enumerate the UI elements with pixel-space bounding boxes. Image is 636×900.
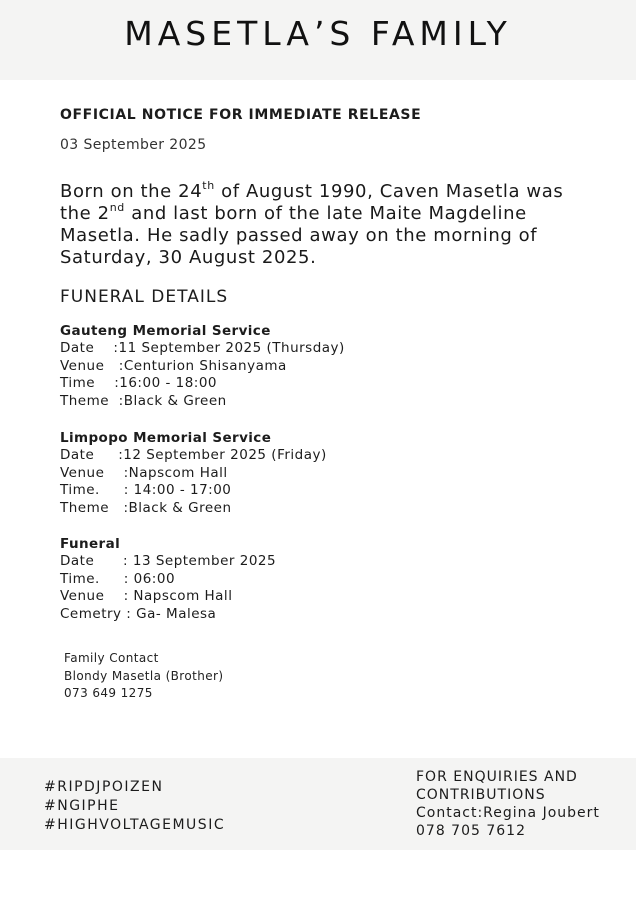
intro-born-sup: th	[202, 179, 215, 192]
hashtag: #HIGHVOLTAGEMUSIC	[44, 817, 226, 833]
funeral-details-heading: FUNERAL DETAILS	[60, 287, 229, 307]
service-time: Time. : 06:00	[60, 570, 176, 587]
service-title: Gauteng Memorial Service	[60, 323, 271, 339]
service-date: Date :11 September 2025 (Thursday)	[60, 340, 345, 356]
enquiries-phone: 078 705 7612	[416, 823, 526, 839]
header-band	[0, 0, 636, 80]
family-contact	[64, 650, 223, 703]
limpopo-memorial-service	[60, 429, 327, 517]
service-title: Limpopo Memorial Service	[60, 430, 272, 446]
gauteng-memorial-service	[60, 322, 345, 410]
service-cemetery: Cemetry : Ga- Malesa	[60, 605, 217, 622]
intro-order-sup: nd	[109, 201, 125, 214]
bottom-strip	[0, 850, 636, 900]
notice-date: 03 September 2025	[60, 137, 207, 153]
intro-born-prefix: Born on the 24	[60, 181, 203, 202]
service-date: Date :12 September 2025 (Friday)	[60, 447, 327, 463]
hashtag: #RIPDJPOIZEN	[44, 779, 164, 795]
service-venue: Venue :Napscom Hall	[60, 464, 228, 481]
service-time: Time. : 14:00 - 17:00	[60, 482, 232, 498]
contact-name: Blondy Masetla (Brother)	[64, 668, 224, 683]
service-theme: Theme :Black & Green	[60, 392, 227, 409]
footer-band	[0, 758, 636, 850]
enquiries-line: FOR ENQUIRIES AND	[416, 769, 578, 785]
service-title: Funeral	[60, 536, 121, 552]
service-venue: Venue : Napscom Hall	[60, 588, 233, 604]
enquiries-line: CONTRIBUTIONS	[416, 787, 546, 803]
service-date: Date : 13 September 2025	[60, 553, 277, 569]
family-title: MASETLA’S FAMILY	[124, 14, 512, 53]
funeral-service	[60, 535, 276, 623]
notice-body	[0, 80, 636, 758]
hashtag: #NGIPHE	[44, 798, 120, 814]
intro-born-mid: of August 1990, Caven Masetla was the 2	[60, 181, 564, 224]
contact-label: Family Contact	[64, 651, 159, 665]
hashtag-list	[44, 778, 225, 835]
intro-paragraph	[60, 181, 600, 269]
service-theme: Theme :Black & Green	[60, 499, 232, 516]
enquiries-block	[416, 768, 600, 840]
service-venue: Venue :Centurion Shisanyama	[60, 357, 287, 374]
notice-heading: OFFICIAL NOTICE FOR IMMEDIATE RELEASE	[60, 107, 422, 123]
intro-rest: and last born of the late Maite Magdeline Masetla. He sadly passed away on the morning of Saturday, 30 August 2025.	[60, 203, 538, 268]
enquiries-contact: Contact:Regina Joubert	[416, 805, 600, 821]
service-time: Time :16:00 - 18:00	[60, 375, 218, 391]
contact-phone: 073 649 1275	[64, 686, 153, 700]
